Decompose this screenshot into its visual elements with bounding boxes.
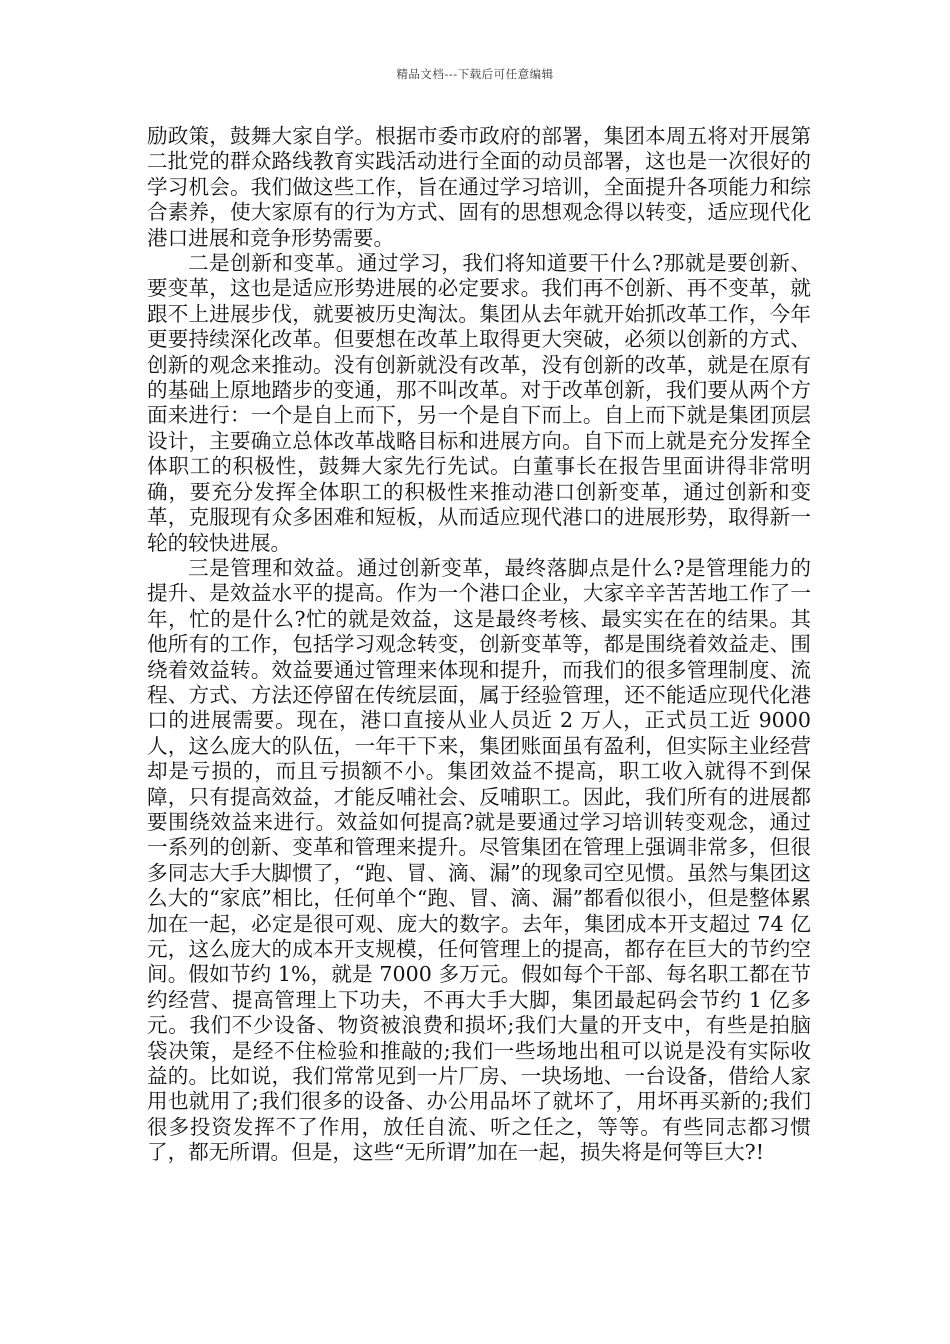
- paragraph-innovation-reform: 二是创新和变革。通过学习，我们将知道要干什么?那就是要创新、要变革，这也是适应形势进展的必定要求。我们再不创新、再不变革，就跟不上进展步伐，就要被历史淘汰。集团从去年就开始抓改革工作，今年更要持续深化改革。但要想在改革上取得更大突破，必须以创新的方式、创新的观念来推动。没有创新就没有改革，没有创新的改革，就是在原有的基础上原地踏步的变通，那不叫改革。对于改革创新，我们要从两个方面来进行：一个是自上而下，另一个是自下而上。自上而下就是集团顶层设计，主要确立总体改革战略目标和进展方向。自下而上就是充分发挥全体职工的积极性，鼓舞大家先行先试。白董事长在报告里面讲得非常明确，要充分发挥全体职工的积极性来推动港口创新变革，通过创新和变革，克服现有众多困难和短板，从而适应现代港口的进展形势，取得新一轮的较快进展。: [147, 251, 811, 555]
- page-header: 精品文档---下载后可任意编辑: [396, 67, 554, 81]
- paragraph-continued: 励政策，鼓舞大家自学。根据市委市政府的部署，集团本周五将对开展第二批党的群众路线教育实践活动进行全面的动员部署，这也是一次很好的学习机会。我们做这些工作，旨在通过学习培训，全面提升各项能力和综合素养，使大家原有的行为方式、固有的思想观念得以转变，适应现代化港口进展和竞争形势需要。: [147, 124, 811, 250]
- document-body: [147, 124, 811, 1166]
- paragraph-management-efficiency: 三是管理和效益。通过创新变革，最终落脚点是什么?是管理能力的提升、是效益水平的提高。作为一个港口企业，大家辛辛苦苦地工作了一年，忙的是什么?忙的就是效益，这是最终考核、最实实在在的结果。其他所有的工作，包括学习观念转变，创新变革等，都是围绕着效益走、围绕着效益转。效益要通过管理来体现和提升，而我们的很多管理制度、流程、方式、方法还停留在传统层面，属于经验管理，还不能适应现代化港口的进展需要。现在，港口直接从业人员近 2 万人，正式员工近 9000 人，这么庞大的队伍，一年干下来，集团账面虽有盈利，但实际主业经营却是亏损的，而且亏损额不小。集团效益不提高，职工收入就得不到保障，只有提高效益，才能反哺社会、反哺职工。因此，我们所有的进展都要围绕效益来进行。效益如何提高?就是要通过学习培训转变观念，通过一系列的创新、变革和管理来提升。尽管集团在管理上强调非常多，但很多同志大手大脚惯了，“跑、冒、滴、漏”的现象司空见惯。虽然与集团这么大的“家底”相比，任何单个“跑、冒、滴、漏”都看似很小，但是整体累加在一起，必定是很可观、庞大的数字。去年，集团成本开支超过 74 亿元，这么庞大的成本开支规模，任何管理上的提高，都存在巨大的节约空间。假如节约 1%，就是 7000 多万元。假如每个干部、每名职工都在节约经营、提高管理上下功夫，不再大手大脚，集团最起码会节约 1 亿多元。我们不少设备、物资被浪费和损坏;我们大量的开支中，有些是拍脑袋决策，是经不住检验和推敲的;我们一些场地出租可以说是没有实际收益的。比如说，我们常常见到一片厂房、一块场地、一台设备，借给人家用也就用了;我们很多的设备、办公用品坏了就坏了，用坏再买新的;我们很多投资发挥不了作用，放任自流、听之任之，等等。有些同志都习惯了，都无所谓。但是，这些“无所谓”加在一起，损失将是何等巨大?!: [147, 555, 811, 1165]
